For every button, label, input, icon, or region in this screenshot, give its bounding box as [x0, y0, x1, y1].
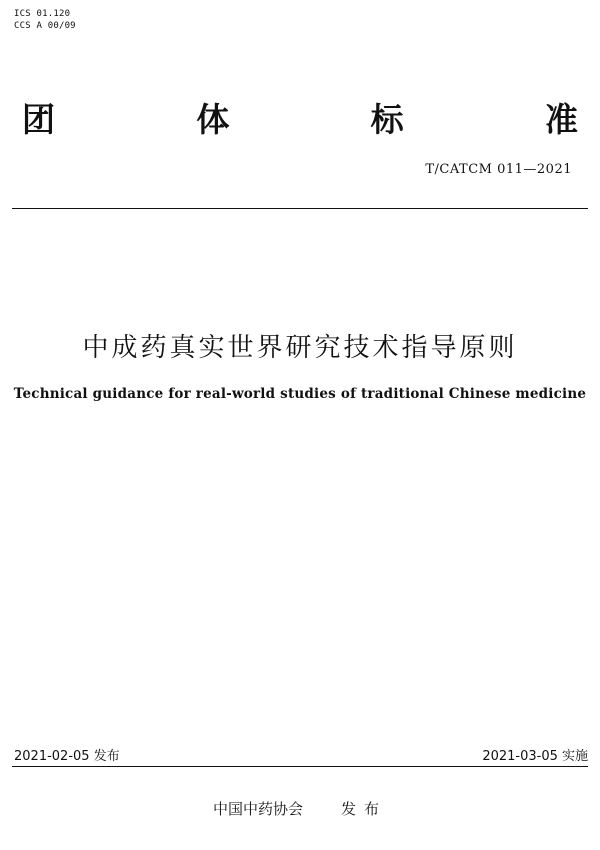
standard-number: T/CATCM 011—2021: [425, 162, 572, 177]
implementation-date: 2021-03-05 实施: [482, 749, 588, 764]
ics-code: ICS 01.120: [14, 9, 71, 19]
top-divider: [12, 208, 588, 209]
publisher-action: 发布: [341, 800, 388, 818]
title-chinese: 中成药真实世界研究技术指导原则: [82, 333, 518, 363]
standard-type-heading: [22, 98, 578, 142]
publisher-line: [0, 798, 600, 819]
publisher-name: 中国中药协会: [212, 800, 303, 818]
standard-type-char: 准: [544, 100, 578, 139]
ccs-code: CCS A 00/09: [14, 21, 76, 31]
title-english: Technical guidance for real-world studies of traditional Chinese medicine: [13, 386, 587, 402]
standard-type-char: 体: [196, 100, 230, 139]
bottom-divider: [12, 766, 588, 767]
classification-codes: [14, 8, 76, 32]
issue-date: 2021-02-05 发布: [14, 749, 120, 764]
standard-type-char: 团: [22, 100, 55, 139]
standard-type-char: 标: [370, 100, 404, 139]
